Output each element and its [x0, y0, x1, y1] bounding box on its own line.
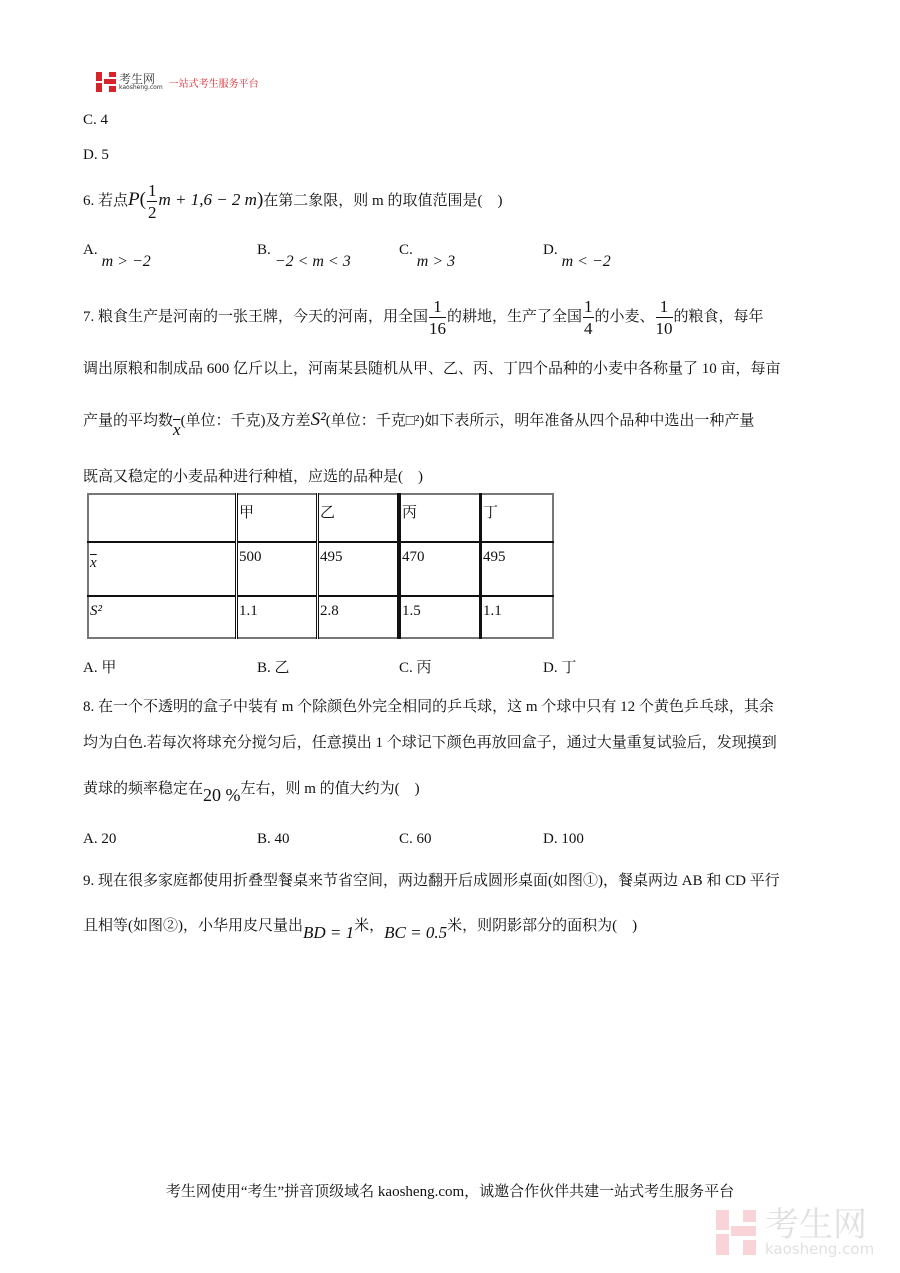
question-7-line-1: 7. 粮食生产是河南的一张王牌，今天的河南，用全国 $\frac{1}{16}$ 的耕地，生产了全国 $\frac{1}{4}$ 的小麦、 $\frac{1}{10}$ 的粮食，每年: [83, 297, 764, 338]
q8-option-a: A. 20: [83, 831, 117, 847]
footer-text: 考生网使用“考生”拼音顶级域名 kaosheng.com，诚邀合作伙伴共建一站式考生服务平台: [165, 1184, 735, 1200]
question-6: 6. 若点P( $\frac{1}{2}$ m + 1,6 − 2 m)在第二象限，则 m 的取值范围是( ): [83, 181, 503, 222]
question-9-line-1: 9. 现在很多家庭都使用折叠型餐桌来节省空间，两边翻开后成圆形桌面(如图①)，餐桌两边 AB 和 CD 平行: [83, 873, 780, 889]
question-8-line-2: 均为白色.若每次将球充分搅匀后，任意摸出 1 个球记下颜色再放回盒子，通过大量重复试验后，发现摸到: [83, 735, 777, 751]
q8-option-b: B. 40: [257, 831, 290, 847]
slogan: 一站式考生服务平台: [168, 78, 259, 90]
watermark-sub: kaosheng.com: [765, 1240, 875, 1258]
header-logo: [96, 72, 259, 92]
logo-text: 考生网: [119, 72, 156, 86]
q7-option-b: B. 乙: [257, 660, 290, 676]
table-header-row: 甲 乙 丙 丁: [88, 494, 553, 542]
q8-option-c: C. 60: [399, 831, 432, 847]
table-row: S² 1.1 2.8 1.5 1.1: [88, 596, 553, 638]
q8-option-d: D. 100: [543, 831, 584, 847]
question-7-line-4: 既高又稳定的小麦品种进行种植，应选的品种是( ): [83, 469, 423, 485]
watermark-icon: [716, 1210, 756, 1255]
question-9-line-2: 且相等(如图②)，小华用皮尺量出BD = 1米，BC = 0.5米，则阴影部分的面积为( ): [83, 918, 638, 942]
q7-option-a: A. 甲: [83, 660, 117, 676]
question-8-line-1: 8. 在一个不透明的盒子中装有 m 个除颜色外完全相同的乒乓球，这 m 个球中只有 12 个黄色乒乓球，其余: [83, 699, 774, 715]
q6-option-a: A.m > −2: [83, 242, 151, 270]
logo-sub: kaosheng.com: [119, 84, 163, 91]
logo-icon: [96, 72, 116, 92]
q6-option-c: C.m > 3: [399, 242, 456, 270]
option-d: D. 5: [83, 147, 109, 163]
watermark-logo: [716, 1205, 875, 1258]
q7-option-d: D. 丁: [543, 660, 577, 676]
option-c: C. 4: [83, 112, 109, 128]
question-7-line-3: 产量的平均数$\overline{x}$(单位：千克)及方差S²(单位：千克□²)如下表所示，明年准备从四个品种中选出一种产量: [83, 409, 755, 439]
question-7-line-2: 调出原粮和制成品 600 亿斤以上，河南某县随机从甲、乙、丙、丁四个品种的小麦中各称量了 10 亩，每亩: [83, 361, 781, 377]
watermark-text: 考生网: [765, 1205, 867, 1245]
table-row: $\overline{x}$ 500 495 470 495: [88, 542, 553, 596]
q6-option-b: B.−2 < m < 3: [257, 242, 351, 270]
data-table: [87, 493, 554, 639]
q6-option-d: D.m < −2: [543, 242, 611, 270]
q7-option-c: C. 丙: [399, 660, 432, 676]
question-8-line-3: 黄球的频率稳定在20 %左右，则 m 的值大约为( ): [83, 781, 420, 805]
